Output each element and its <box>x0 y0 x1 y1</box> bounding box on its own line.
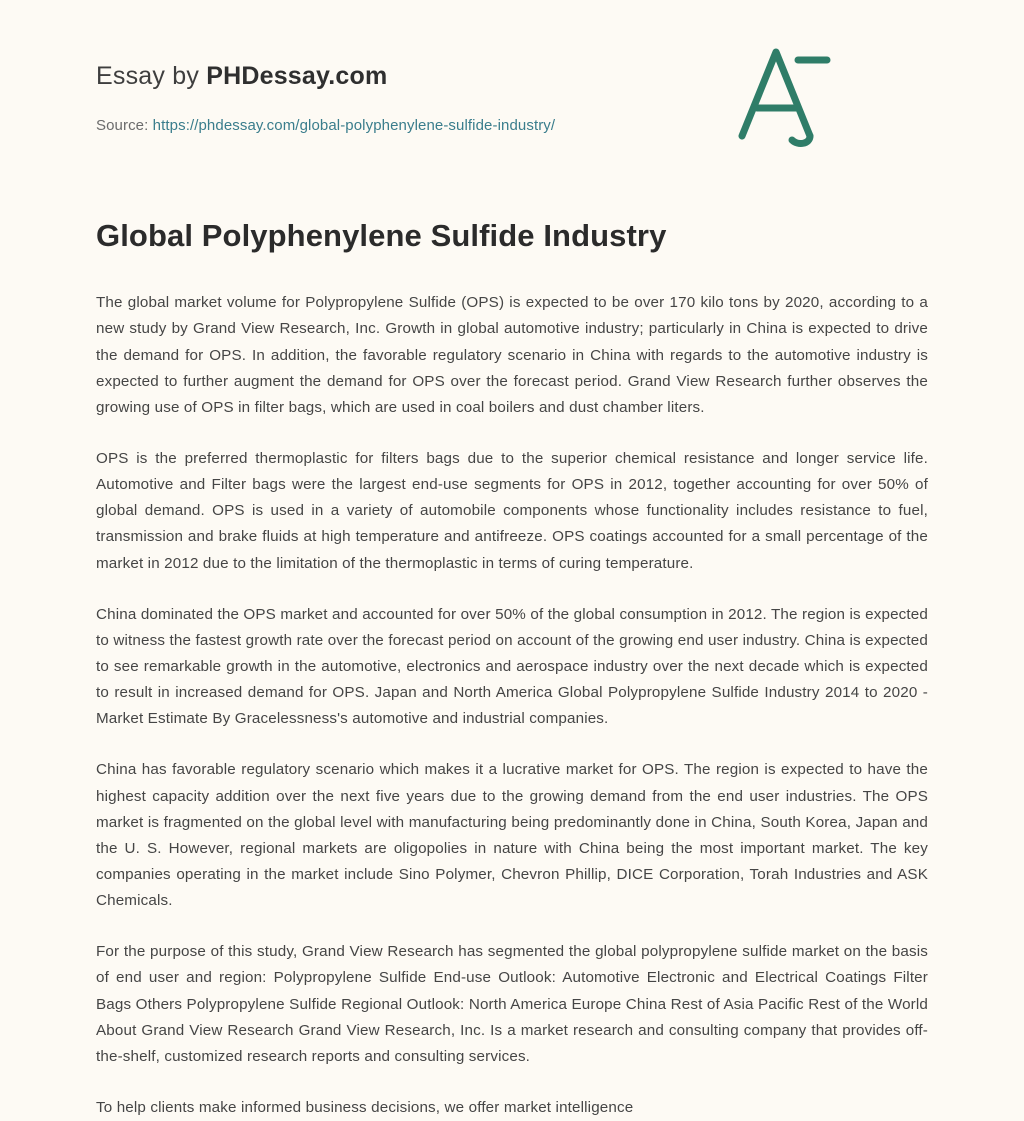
paragraph: The global market volume for Polypropylene Sulfide (OPS) is expected to be over 170 kilo tons by 2020, according to a new study by Grand View Research, Inc. Growth in global automotive industry; particularly in China is expected to drive the demand for OPS. In addition, the favorable regulatory scenario in China with regards to the automotive industry is expected to further augment the demand for OPS over the forecast period. Grand View Research further observes the growing use of OPS in filter bags, which are used in coal boilers and dust chamber liters. <box>96 294 928 416</box>
source-label: Source: <box>96 117 153 134</box>
paragraph: For the purpose of this study, Grand View Research has segmented the global polypropylene sulfide market on the basis of end user and region: Polypropylene Sulfide End-use Outlook: Automotive Electronic and Electrical Coatings Filter Bags Others Polypropylene Sulfide Regional Outlook: North America Europe China Rest of Asia Pacific Rest of the World About Grand View Research Grand View Research, Inc. Is a market research and consulting company that provides off-the-shelf, customized research reports and consulting services. <box>96 943 928 1065</box>
phdessay-a-logo-icon <box>724 40 844 150</box>
page-title: Global Polyphenylene Sulfide Industry <box>96 218 667 253</box>
paragraph: China has favorable regulatory scenario which makes it a lucrative market for OPS. The region is expected to have the highest capacity addition over the next five years due to the growing demand from the end user industries. The OPS market is fragmented on the global level with manufacturing being predominantly done in China, South Korea, Japan and the U. S. However, regional markets are oligopolies in nature with China being the most important market. The key companies operating in the market include Sino Polymer, Chevron Phillip, DICE Corporation, Torah Industries and ASK Chemicals. <box>96 761 928 910</box>
paragraph: OPS is the preferred thermoplastic for filters bags due to the superior chemical resistance and longer service life. Automotive and Filter bags were the largest end-use segments for OPS in 2012, together accounting for over 50% of global demand. OPS is used in a variety of automobile components whose functionality includes resistance to fuel, transmission and brake fluids at high temperature and antifreeze. OPS coatings accounted for a small percentage of the market in 2012 due to the limitation of the thermoplastic in terms of curing temperature. <box>96 450 928 572</box>
paragraph: To help clients make informed business decisions, we offer market intelligence <box>96 1098 634 1116</box>
source-url-link[interactable]: https://phdessay.com/global-polyphenylene-sulfide-industry/ <box>152 117 556 134</box>
brand-site-label: PHDessay.com <box>206 62 388 90</box>
brand-essay-label: Essay <box>96 62 166 90</box>
article-body <box>96 290 928 1121</box>
paragraph: China dominated the OPS market and accounted for over 50% of the global consumption in 2012. The region is expected to witness the fastest growth rate over the forecast period on account of the growing end user industry. China is expected to see remarkable growth in the automotive, electronics and aerospace industry over the next decade which is expected to result in increased demand for OPS. Japan and North America Global Polypropylene Sulfide Industry 2014 to 2020 - Market Estimate By Gracelessness's automotive and industrial companies. <box>96 605 928 728</box>
brand-by-label: by <box>165 62 207 90</box>
document-header <box>96 0 928 134</box>
